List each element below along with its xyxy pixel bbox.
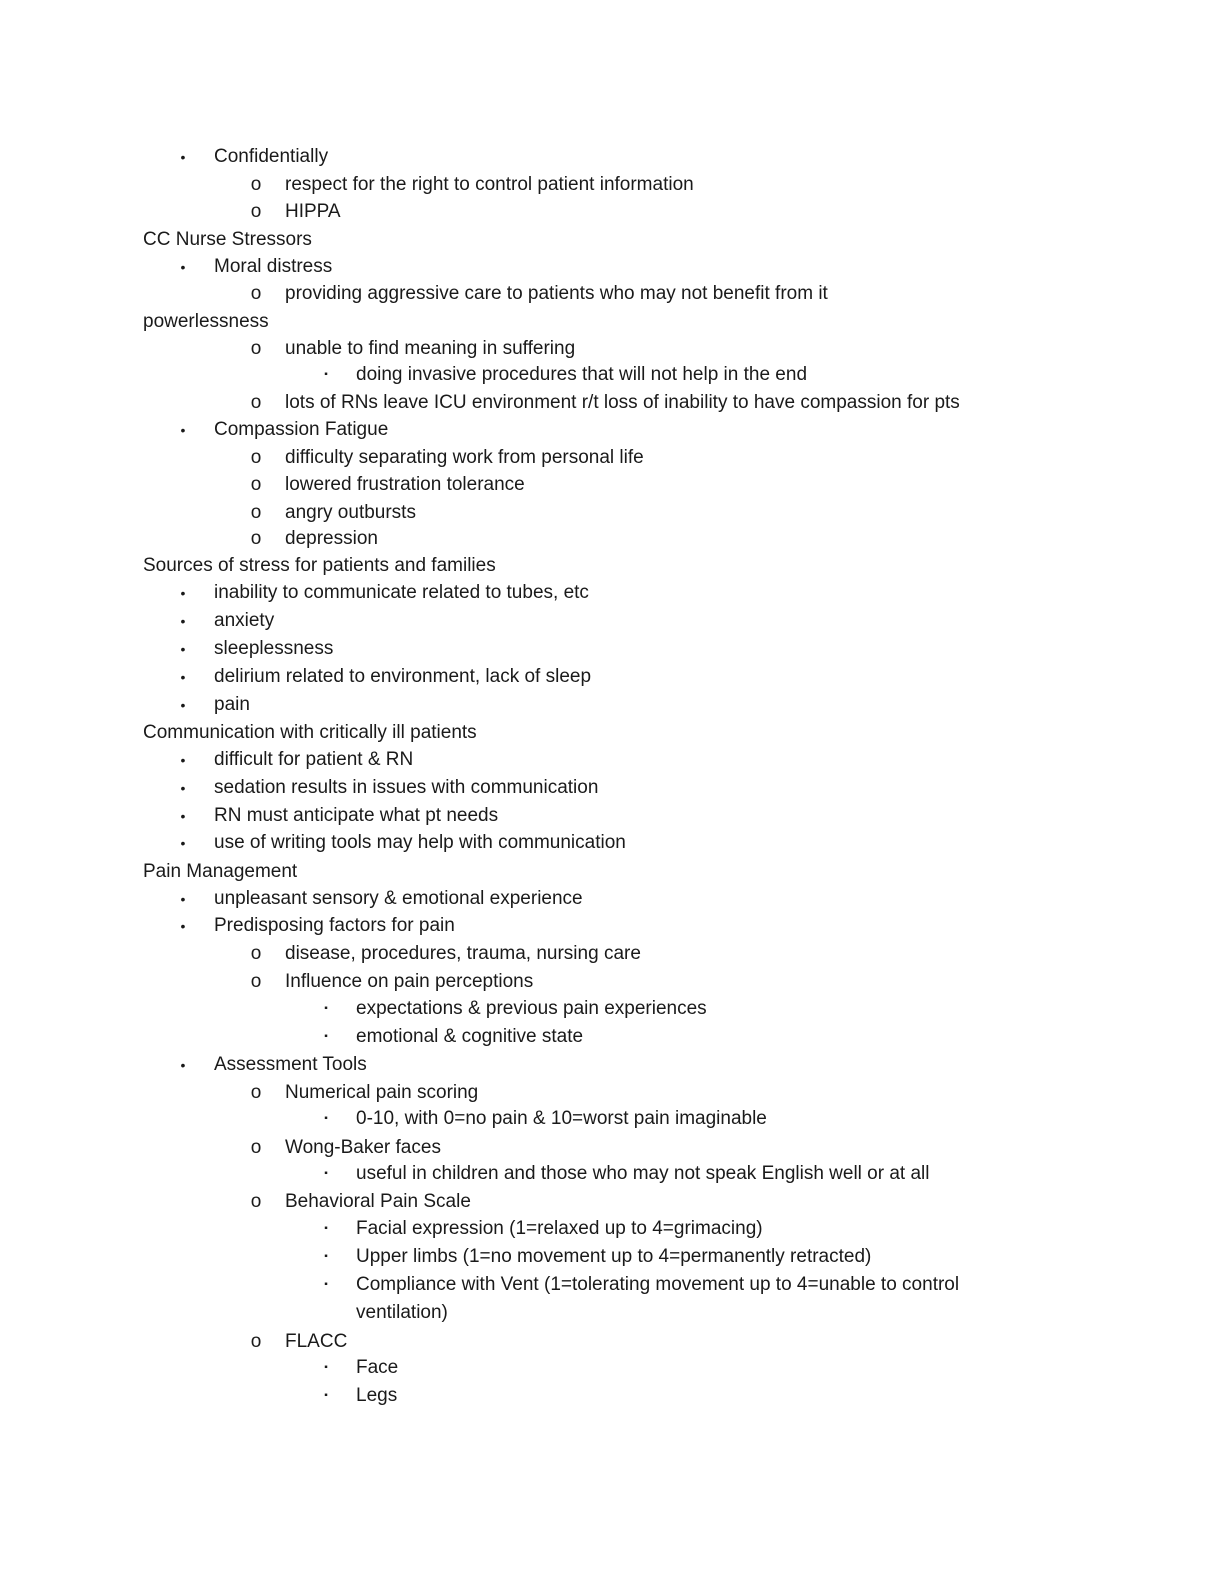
list-item-text: lots of RNs leave ICU environment r/t loss of inability to have compassion for pts — [285, 392, 960, 413]
square-marker-icon: ▪ — [324, 1362, 328, 1373]
section-heading: Communication with critically ill patients — [143, 722, 477, 743]
list-item-text: useful in children and those who may not speak English well or at all — [356, 1163, 930, 1184]
list-item-text: emotional & cognitive state — [356, 1026, 584, 1047]
bullet-marker-icon: • — [180, 669, 186, 685]
list-item-text: Legs — [356, 1385, 398, 1406]
square-marker-icon: ▪ — [324, 369, 328, 380]
list-item-text: angry outbursts — [285, 502, 416, 523]
list-item-text: 0-10, with 0=no pain & 10=worst pain imaginable — [356, 1108, 767, 1129]
bullet-marker-icon: • — [180, 891, 186, 907]
circle-marker-icon: o — [250, 338, 262, 359]
circle-marker-icon: o — [250, 1191, 262, 1212]
circle-marker-icon: o — [250, 201, 262, 222]
list-item-text: depression — [285, 528, 378, 549]
circle-marker-icon: o — [250, 971, 262, 992]
list-item-text: Assessment Tools — [214, 1054, 367, 1075]
list-item-text: Wong-Baker faces — [285, 1137, 441, 1158]
list-item-text: anxiety — [214, 610, 275, 631]
list-item-text: Moral distress — [214, 256, 333, 277]
circle-marker-icon: o — [250, 1082, 262, 1103]
list-item-text: FLACC — [285, 1331, 348, 1352]
list-item-text: difficulty separating work from personal life — [285, 447, 644, 468]
section-heading: powerlessness — [143, 311, 269, 332]
list-item-text: HIPPA — [285, 201, 341, 222]
circle-marker-icon: o — [250, 502, 262, 523]
square-marker-icon: ▪ — [324, 1390, 328, 1401]
section-heading: Pain Management — [143, 861, 298, 882]
bullet-marker-icon: • — [180, 422, 186, 438]
bullet-marker-icon: • — [180, 752, 186, 768]
circle-marker-icon: o — [250, 283, 262, 304]
circle-marker-icon: o — [250, 474, 262, 495]
circle-marker-icon: o — [250, 447, 262, 468]
square-marker-icon: ▪ — [324, 1251, 328, 1262]
list-item-text: doing invasive procedures that will not help in the end — [356, 364, 808, 385]
bullet-marker-icon: • — [180, 641, 186, 657]
bullet-marker-icon: • — [180, 259, 186, 275]
circle-marker-icon: o — [250, 392, 262, 413]
section-heading: CC Nurse Stressors — [143, 229, 312, 250]
bullet-marker-icon: • — [180, 613, 186, 629]
circle-marker-icon: o — [250, 1137, 262, 1158]
list-item-text: Upper limbs (1=no movement up to 4=permanently retracted) — [356, 1246, 872, 1267]
bullet-marker-icon: • — [180, 1057, 186, 1073]
bullet-marker-icon: • — [180, 585, 186, 601]
list-item-text: difficult for patient & RN — [214, 749, 414, 770]
list-item-text: Influence on pain perceptions — [285, 971, 534, 992]
section-heading: Sources of stress for patients and families — [143, 555, 496, 576]
list-item-text: Numerical pain scoring — [285, 1082, 479, 1103]
list-item-text: Compassion Fatigue — [214, 419, 389, 440]
list-item-text: sleeplessness — [214, 638, 334, 659]
square-marker-icon: ▪ — [324, 1003, 328, 1014]
list-item-text: Facial expression (1=relaxed up to 4=grimacing) — [356, 1218, 763, 1239]
square-marker-icon: ▪ — [324, 1279, 328, 1290]
list-item-text: expectations & previous pain experiences — [356, 998, 707, 1019]
list-item-text: unable to find meaning in suffering — [285, 338, 576, 359]
circle-marker-icon: o — [250, 528, 262, 549]
list-item-text: inability to communicate related to tubes, etc — [214, 582, 589, 603]
list-item-text: respect for the right to control patient information — [285, 174, 694, 195]
list-item-text: lowered frustration tolerance — [285, 474, 525, 495]
circle-marker-icon: o — [250, 943, 262, 964]
list-item-text: delirium related to environment, lack of sleep — [214, 666, 592, 687]
square-marker-icon: ▪ — [324, 1168, 328, 1179]
list-item-text: unpleasant sensory & emotional experience — [214, 888, 583, 909]
list-item-text: ventilation) — [356, 1302, 448, 1323]
bullet-marker-icon: • — [180, 780, 186, 796]
list-item-text: Face — [356, 1357, 399, 1378]
bullet-marker-icon: • — [180, 835, 186, 851]
bullet-marker-icon: • — [180, 149, 186, 165]
list-item-text: sedation results in issues with communication — [214, 777, 599, 798]
circle-marker-icon: o — [250, 1331, 262, 1352]
list-item-text: Behavioral Pain Scale — [285, 1191, 471, 1212]
square-marker-icon: ▪ — [324, 1031, 328, 1042]
list-item-text: Confidentially — [214, 146, 329, 167]
list-item-text: pain — [214, 694, 250, 715]
square-marker-icon: ▪ — [324, 1223, 328, 1234]
bullet-marker-icon: • — [180, 808, 186, 824]
list-item-text: disease, procedures, trauma, nursing care — [285, 943, 641, 964]
list-item-text: RN must anticipate what pt needs — [214, 805, 499, 826]
square-marker-icon: ▪ — [324, 1113, 328, 1124]
list-item-text: use of writing tools may help with communication — [214, 832, 626, 853]
list-item-text: Compliance with Vent (1=tolerating movement up to 4=unable to control — [356, 1274, 960, 1295]
bullet-marker-icon: • — [180, 697, 186, 713]
list-item-text: Predisposing factors for pain — [214, 915, 455, 936]
circle-marker-icon: o — [250, 174, 262, 195]
bullet-marker-icon: • — [180, 918, 186, 934]
list-item-text: providing aggressive care to patients who may not benefit from it — [285, 283, 828, 304]
